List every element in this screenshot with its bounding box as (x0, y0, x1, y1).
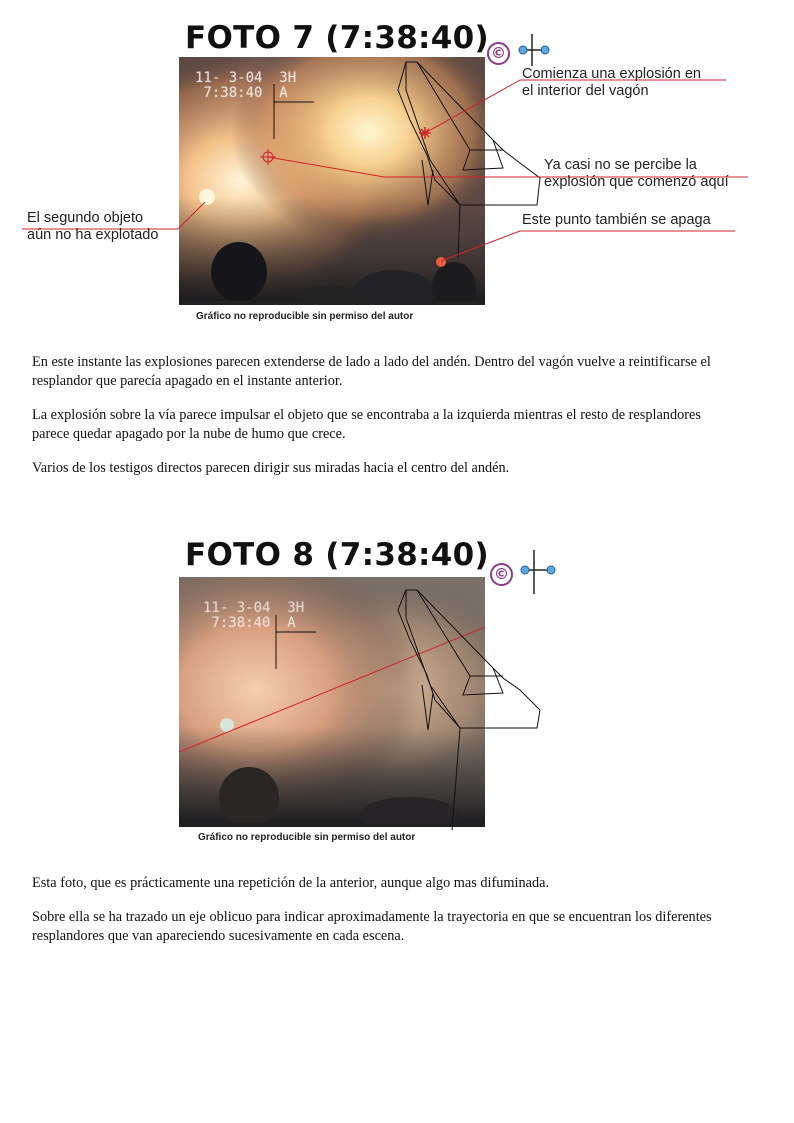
paragraph: Sobre ella se ha trazado un eje oblicuo para indicar aproximadamente la trayectoria en que se encuentran los diferentes resplandores que van apareciendo sucesivamente en cada escena. (32, 909, 712, 944)
platform-symbol-icon (518, 548, 558, 596)
copyright-icon: © (487, 42, 510, 65)
annotation-second-object: El segundo objeto aún no ha explotado (27, 210, 159, 243)
text-block-1 (32, 353, 732, 478)
paragraph: La explosión sobre la vía parece impulsar el objeto que se encontraba a la izquierda mientras el resto de resplandores parece quedar apagado por la nube de humo que crece. (32, 407, 701, 442)
photo7-caption: Gráfico no reproducible sin permiso del autor (196, 311, 414, 322)
photo8-caption: Gráfico no reproducible sin permiso del autor (198, 832, 416, 843)
annotation-point-off: Este punto también se apaga (522, 212, 711, 228)
photo8-timestamp: 11- 3-04 3H 7:38:40 A (203, 600, 305, 631)
platform-symbol-icon (514, 28, 554, 68)
photo7-timestamp: 11- 3-04 3H 7:38:40 A (195, 70, 297, 101)
photo8-title: FOTO 8 (7:38:40) (185, 537, 489, 573)
photo7-title: FOTO 7 (7:38:40) (185, 20, 489, 56)
text-block-2 (32, 874, 732, 946)
paragraph: Varios de los testigos directos parecen dirigir sus miradas hacia el centro del andén. (32, 460, 510, 476)
paragraph: En este instante las explosiones parecen extenderse de lado a lado del andén. Dentro del vagón vuelve a reintificarse el resplandor que parecía apagado en el instante anterior. (32, 354, 711, 389)
paragraph: Esta foto, que es prácticamente una repetición de la anterior, aunque algo mas difuminada. (32, 875, 550, 891)
annotation-explosion-start: Comienza una explosión en el interior del vagón (522, 66, 701, 99)
photo7-image (179, 57, 485, 305)
photo8-image (179, 577, 485, 827)
annotation-barely-visible: Ya casi no se percibe la explosión que comenzó aquí (544, 157, 729, 190)
copyright-icon: © (490, 563, 513, 586)
